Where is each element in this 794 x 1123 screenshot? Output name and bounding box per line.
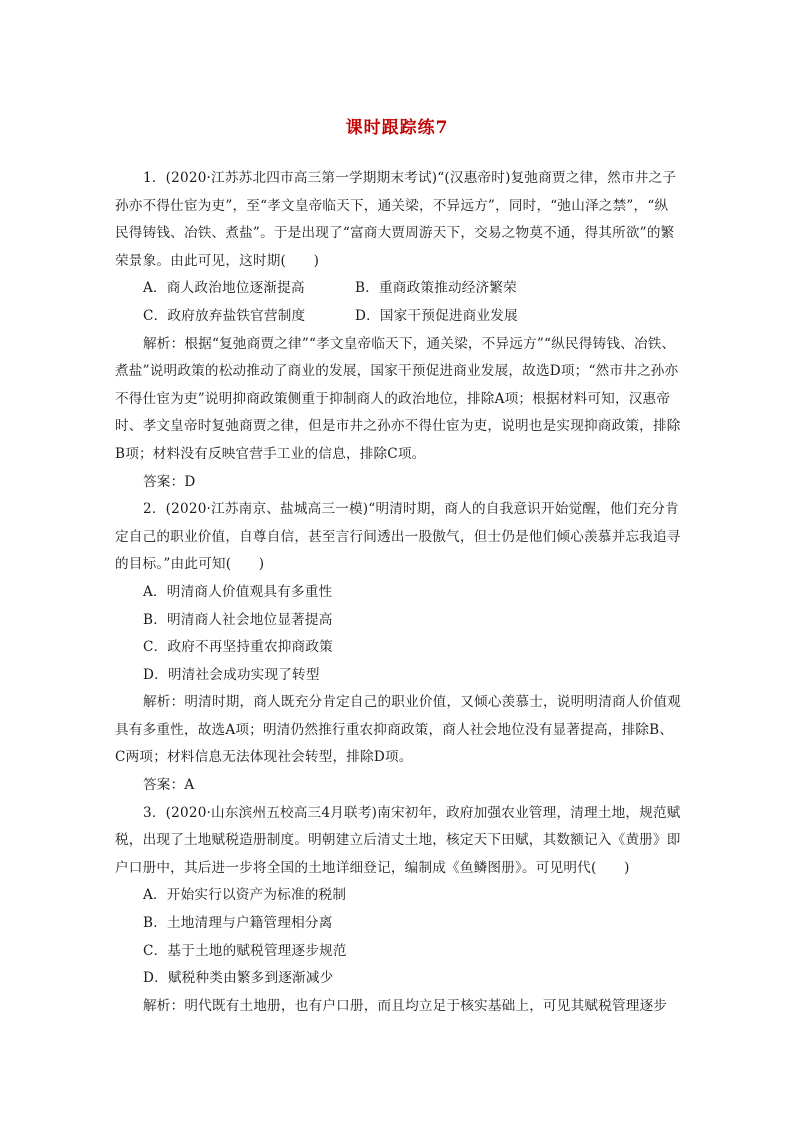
question-1-options-row-2 [115,303,681,331]
question-2-option-d: D．明清社会成功实现了转型 [143,666,320,683]
page-title: 课时跟踪练7 [345,118,449,138]
question-3-stem: 3．(2020·山东滨州五校高三4月联考)南宋初年，政府加强农业管理，清理土地，规范赋税，出现了土地赋税造册制度。明朝建立后清丈土地，核定天下田赋，其数额记入《黄册》即户口册中，其后进一步将全国的土地详细登记，编制成《鱼鳞图册》。可见明代( ) [115,804,681,876]
question-1-stem: 1．(2020·江苏苏北四市高三第一学期期末考试)“(汉惠帝时)复弛商贾之律，然市井之子孙亦不得仕宦为吏”，至“孝文皇帝临天下，通关梁，不异远方”，同时，“弛山泽之禁”，“纵民得铸钱、冶铁、煮盐”。于是出现了“富商大贾周游天下，交易之物莫不通，得其所欲”的繁荣景象。由此可见，这时期( ) [115,170,677,269]
document-body [115,165,681,1020]
question-2-answer: 答案：A [143,777,195,794]
question-1-options-row-1 [115,275,681,303]
question-1-answer: 答案：D [143,473,196,490]
question-1-option-d: D．国家干预促进商业发展 [355,307,518,324]
question-3-option-a: A．开始实行以资产为标准的税制 [143,887,347,904]
question-1-option-a: A．商人政治地位逐渐提高 [143,280,305,297]
question-2-option-c: C．政府不再坚持重农抑商政策 [143,639,333,656]
question-2-option-a: A．明清商人价值观具有多重性 [143,583,333,600]
question-2-analysis: 解析：明清时期，商人既充分肯定自己的职业价值，又倾心羡慕士，说明明清商人价值观具有多重性，故选A项；明清仍然推行重农抑商政策，商人社会地位没有显著提高，排除B、C两项；材料信息无法体现社会转型，排除D项。 [115,694,681,766]
question-1-option-c: C．政府放弃盐铁官营制度 [143,307,306,324]
question-3-option-d: D．赋税种类由繁多到逐渐减少 [143,970,334,987]
question-1-option-b: B．重商政策推动经济繁荣 [355,280,517,297]
question-2-stem: 2．(2020·江苏南京、盐城高三一模)“明清时期，商人的自我意识开始觉醒，他们充分肯定自己的职业价值，自尊自信，甚至言行间透出一股傲气，但士仍是他们倾心羡慕并忘我追寻的目标。”由此可知( ) [115,501,681,573]
question-2-option-b: B．明清商人社会地位显著提高 [143,611,333,628]
question-3-option-b: B．土地清理与户籍管理相分离 [143,915,333,932]
question-3-option-c: C．基于土地的赋税管理逐步规范 [143,942,347,959]
question-3-analysis: 解析：明代既有土地册，也有户口册，而且均立足于核实基础上，可见其赋税管理逐步 [143,997,668,1014]
question-1-analysis: 解析：根据“复弛商贾之律”“孝文皇帝临天下，通关梁，不异远方”“纵民得铸钱、冶铁、煮盐”说明政策的松动推动了商业的发展，国家干预促进商业发展，故选D项；“然市井之孙亦不得仕宦为吏”说明抑商政策侧重于抑制商人的政治地位，排除A项；根据材料可知，汉惠帝时、孝文皇帝时复弛商贾之律，但是市井之孙亦不得仕宦为吏，说明也是实现抑商政策，排除B项；材料没有反映官营手工业的信息，排除C项。 [115,335,681,462]
